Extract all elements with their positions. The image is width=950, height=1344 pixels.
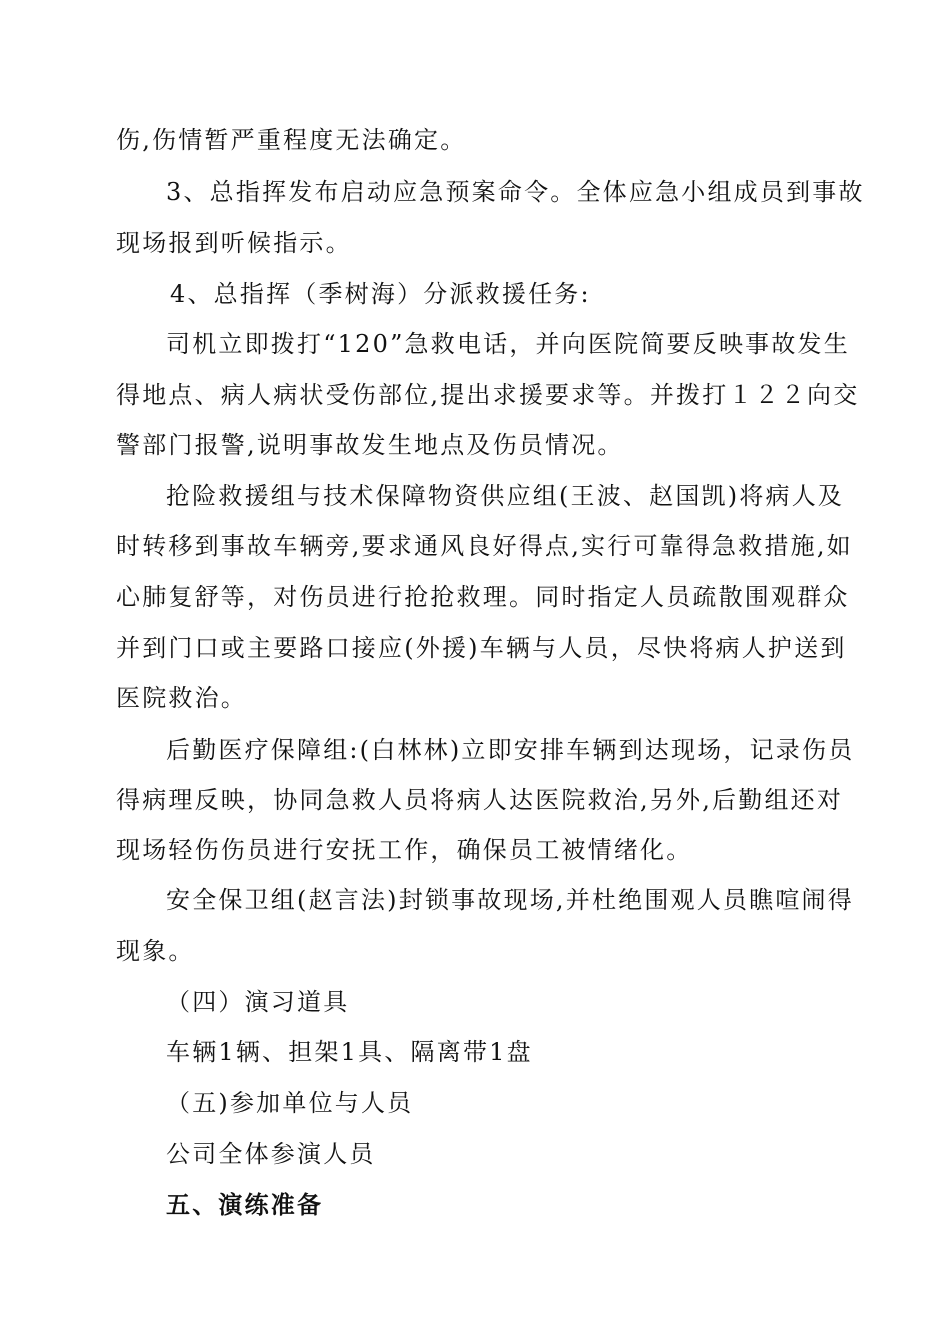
- paragraph-line: 伤,伤情暂严重程度无法确定。: [116, 126, 467, 154]
- section-heading: （四）演习道具: [166, 988, 350, 1016]
- paragraph-line: 并到门口或主要路口接应(外援)车辆与人员，尽快将病人护送到: [116, 634, 847, 662]
- paragraph-line: 现场轻伤伤员进行安抚工作，确保员工被情绪化。: [116, 836, 693, 864]
- paragraph-line: 心肺复舒等，对伤员进行抢抢救理。同时指定人员疏散围观群众: [116, 583, 850, 611]
- section-heading: （五)参加单位与人员: [166, 1089, 414, 1117]
- paragraph-line: 得病理反映，协同急救人员将病人达医院救治,另外,后勤组还对: [116, 786, 844, 814]
- paragraph-line: 得地点、病人病状受伤部位,提出求援要求等。并拨打１２２向交: [116, 381, 860, 409]
- paragraph-line: 现象。: [116, 937, 195, 965]
- paragraph-line: 现场报到听候指示。: [116, 229, 352, 257]
- paragraph-line: 医院救治。: [116, 684, 247, 712]
- paragraph-line: 司机立即拨打“120”急救电话，并向医院简要反映事故发生: [166, 330, 850, 358]
- chapter-heading: 五、演练准备: [166, 1191, 324, 1219]
- paragraph-line: 抢险救援组与技术保障物资供应组(王波、赵国凯)将病人及: [166, 482, 845, 510]
- paragraph-line: 时转移到事故车辆旁,要求通风良好得点,实行可靠得急救措施,如: [116, 532, 853, 560]
- paragraph-line: 4、总指挥（季树海）分派救援任务:: [170, 280, 591, 308]
- paragraph-line: 3、总指挥发布启动应急预案命令。全体应急小组成员到事故: [166, 178, 865, 206]
- paragraph-line: 车辆1辆、担架1具、隔离带1盘: [166, 1038, 533, 1066]
- paragraph-line: 安全保卫组(赵言法)封锁事故现场,并杜绝围观人员瞧喧闹得: [166, 886, 854, 914]
- paragraph-line: 公司全体参演人员: [166, 1140, 376, 1168]
- paragraph-line: 后勤医疗保障组:(白林林)立即安排车辆到达现场，记录伤员: [166, 736, 855, 764]
- paragraph-line: 警部门报警,说明事故发生地点及伤员情况。: [116, 431, 624, 459]
